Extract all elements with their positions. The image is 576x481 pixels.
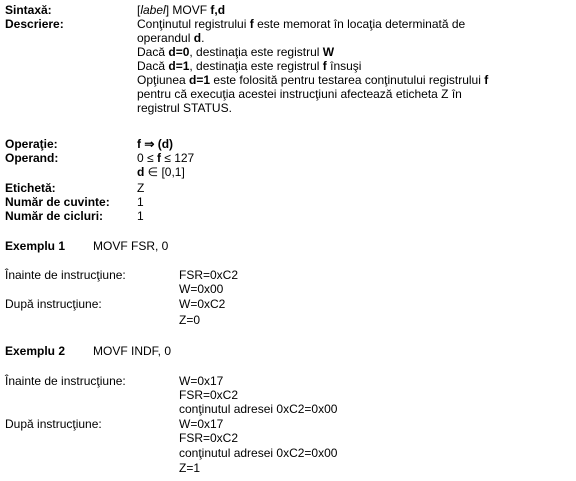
example1-before-line: FSR=0xC2 (179, 268, 239, 282)
text: d=0 (168, 45, 190, 59)
text: , destinaţia este registrul (189, 59, 323, 73)
example2-title: Exemplu 2 (5, 344, 66, 358)
syntax-operands: f,d (210, 3, 226, 17)
example2-code: MOVF INDF, 0 (93, 344, 172, 358)
syntax-mnemonic: ] MOVF (165, 3, 211, 17)
example2-after-line: W=0x17 (179, 417, 224, 431)
example1-after-line: W=0xC2 (179, 297, 226, 311)
description-line-7: registrul STATUS. (137, 101, 232, 115)
words-label: Număr de cuvinte: (5, 195, 110, 209)
text: f (322, 59, 327, 73)
description-label: Descriere: (5, 17, 64, 31)
example1-code: MOVF FSR, 0 (93, 239, 169, 253)
example1-before-label: Înainte de instrucţiune: (5, 268, 126, 282)
example1-after-line: Z=0 (179, 313, 201, 327)
description-line-2 (137, 31, 204, 45)
description-line-5 (137, 73, 488, 87)
flag-value: Z (137, 181, 145, 195)
text: ∈ [0,1] (144, 165, 185, 179)
example2-after-line: conţinutul adresei 0xC2=0x00 (179, 446, 338, 460)
text: Conţinutul registrului (137, 17, 250, 31)
flag-label: Etichetă: (5, 181, 56, 195)
text: d (137, 165, 145, 179)
text: însuşi (326, 59, 362, 73)
example1-title: Exemplu 1 (5, 239, 66, 253)
example2-before-line: W=0x17 (179, 374, 224, 388)
text: d=1 (189, 73, 211, 87)
example2-after-label: După instrucţiune: (5, 417, 102, 431)
text: Opţiunea (137, 73, 190, 87)
example2-after-line: FSR=0xC2 (179, 431, 239, 445)
operation-label: Operaţie: (5, 137, 58, 151)
operand-line-2 (137, 165, 185, 179)
syntax-prefix: [ (137, 3, 141, 17)
example2-before-label: Înainte de instrucţiune: (5, 374, 126, 388)
description-line-1 (137, 17, 465, 31)
text: d=1 (168, 59, 190, 73)
text: f (156, 151, 161, 165)
example2-before-line: FSR=0xC2 (179, 388, 239, 402)
operand-line-1 (137, 151, 194, 165)
syntax-value (137, 3, 225, 17)
text: 0 ≤ (137, 151, 157, 165)
operand-label: Operand: (5, 151, 59, 165)
text: f (484, 73, 489, 87)
text: este memorat în locaţia determinată de (253, 17, 466, 31)
example1-before-line: W=0x00 (179, 282, 224, 296)
example2-after-line: Z=1 (179, 461, 201, 475)
description-line-6: pentru că execuţia acestei instrucţiuni afectează eticheta Z în (137, 87, 462, 101)
text: . (201, 31, 205, 45)
cycles-label: Număr de cicluri: (5, 209, 104, 223)
text: f (249, 17, 254, 31)
text: este folosită pentru testarea conţinutului registrului (210, 73, 485, 87)
text: operandul (137, 31, 194, 45)
example1-after-label: După instrucţiune: (5, 297, 102, 311)
text: d (193, 31, 202, 45)
cycles-value: 1 (137, 209, 144, 223)
description-line-4 (137, 59, 361, 73)
words-value: 1 (137, 195, 144, 209)
text: Dacă (137, 59, 169, 73)
text: ≤ 127 (160, 151, 195, 165)
syntax-label: Sintaxă: (5, 3, 52, 17)
operation-value: f ⇒ (d) (137, 137, 174, 151)
example2-before-line: conţinutul adresei 0xC2=0x00 (179, 402, 338, 416)
description-line-3 (137, 45, 334, 59)
text: , destinaţia este registrul (189, 45, 323, 59)
text: Dacă (137, 45, 169, 59)
text: W (322, 45, 335, 59)
syntax-label-arg: label (140, 3, 166, 17)
